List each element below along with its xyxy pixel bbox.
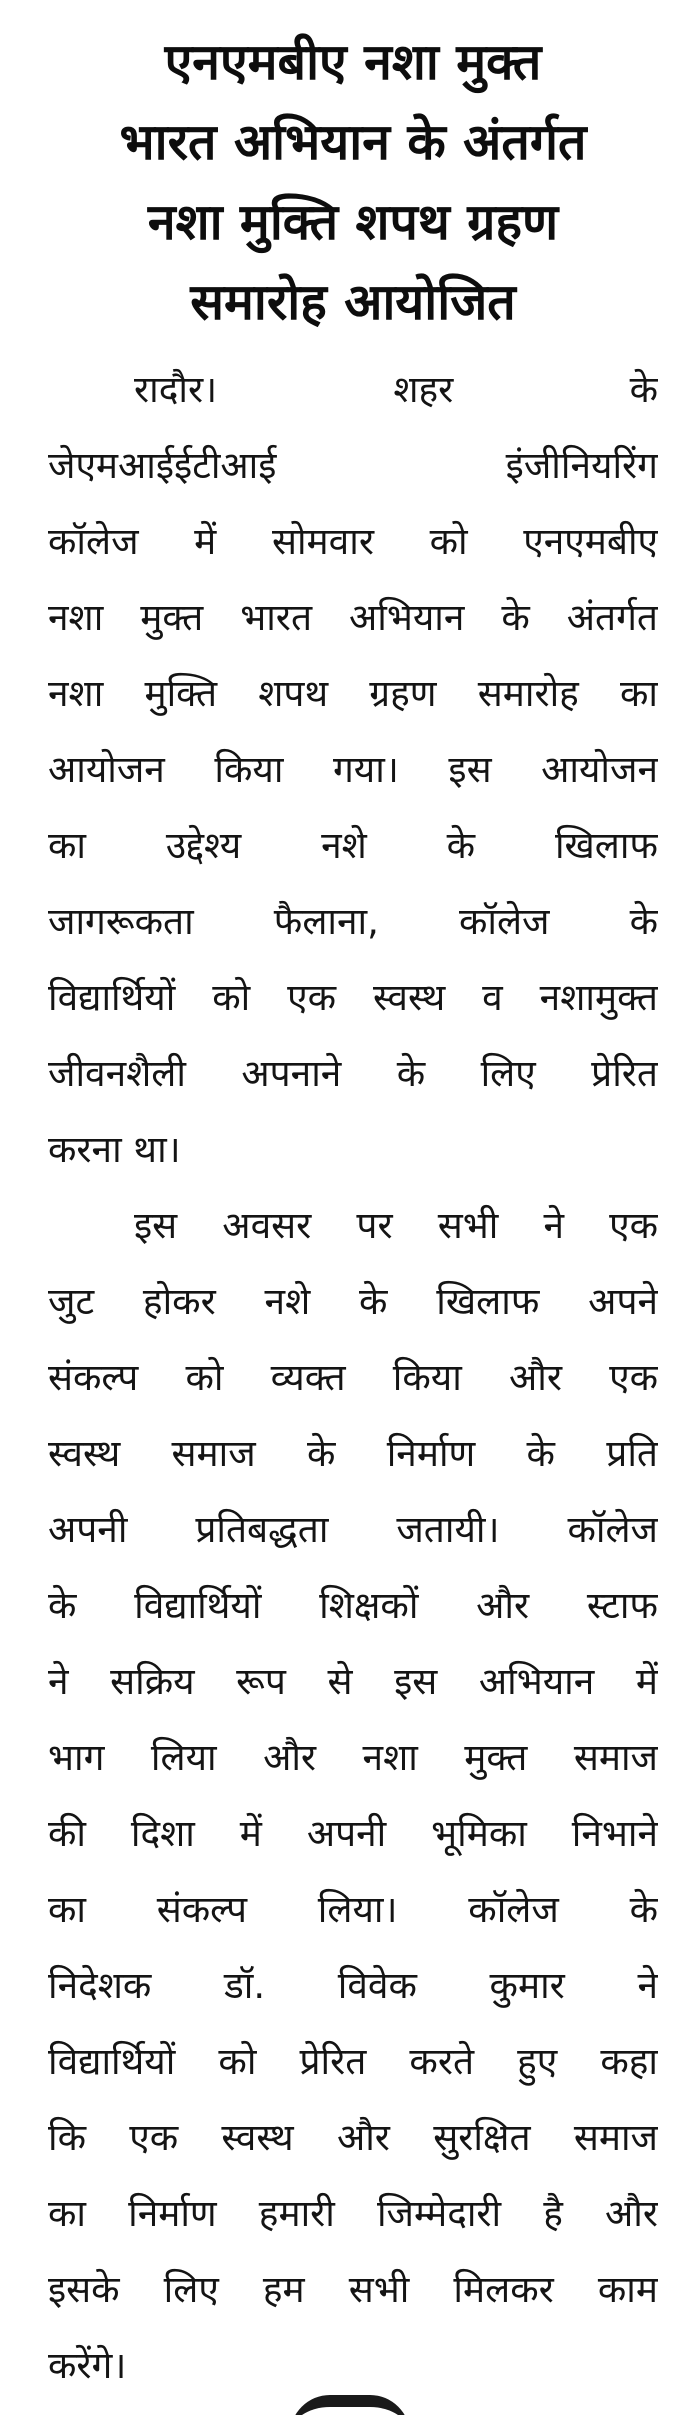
body-line: कॉलेज में सोमवार को एनएमबीए	[48, 520, 658, 563]
body-line: नशा मुक्ति शपथ ग्रहण समारोह का	[48, 672, 658, 715]
body-line: आयोजन किया गया। इस आयोजन	[48, 748, 658, 791]
body-line: ने सक्रिय रूप से इस अभियान में	[48, 1660, 658, 1703]
body-line: कि एक स्वस्थ और सुरक्षित समाज	[48, 2116, 658, 2159]
body-line: करना था।	[48, 1128, 181, 1171]
body-line: का संकल्प लिया। कॉलेज के	[48, 1888, 658, 1931]
body-line: जीवनशैली अपनाने के लिए प्रेरित	[48, 1052, 658, 1095]
article-paragraph	[48, 1188, 658, 2404]
body-line: संकल्प को व्यक्त किया और एक	[48, 1356, 658, 1399]
headline-line: नशा मुक्ति शपथ ग्रहण	[147, 193, 559, 251]
body-line: अपनी प्रतिबद्धता जतायी। कॉलेज	[48, 1508, 658, 1551]
article-body	[48, 352, 658, 2404]
body-line: का निर्माण हमारी जिम्मेदारी है और	[48, 2192, 658, 2235]
body-line: विद्यार्थियों को एक स्वस्थ व नशामुक्त	[48, 976, 658, 1019]
body-line: रादौर। शहर के	[134, 368, 658, 411]
body-line: स्वस्थ समाज के निर्माण के प्रति	[48, 1432, 658, 1475]
headline-line: एनएमबीए नशा मुक्त	[164, 33, 542, 91]
body-line: जुट होकर नशे के खिलाफ अपने	[48, 1280, 658, 1323]
body-line: इसके लिए हम सभी मिलकर काम	[48, 2268, 658, 2311]
body-line: की दिशा में अपनी भूमिका निभाने	[48, 1812, 658, 1855]
body-line: नशा मुक्त भारत अभियान के अंतर्गत	[48, 596, 658, 639]
body-line: के विद्यार्थियों शिक्षकों और स्टाफ	[48, 1584, 658, 1627]
headline-line: भारत अभियान के अंतर्गत	[119, 113, 587, 171]
article-headline	[48, 22, 658, 342]
body-line: इस अवसर पर सभी ने एक	[134, 1204, 658, 1247]
body-line: करेंगे।	[48, 2344, 127, 2387]
article-paragraph	[48, 352, 658, 1188]
news-article	[48, 22, 658, 2404]
body-line: का उद्देश्य नशे के खिलाफ	[48, 824, 658, 867]
next-headline-fragment	[290, 2395, 410, 2415]
body-line: भाग लिया और नशा मुक्त समाज	[48, 1736, 658, 1779]
body-line: निदेशक डॉ. विवेक कुमार ने	[48, 1964, 658, 2007]
body-line: विद्यार्थियों को प्रेरित करते हुए कहा	[48, 2040, 658, 2083]
body-line: जागरूकता फैलाना, कॉलेज के	[48, 900, 658, 943]
headline-line: समारोह आयोजित	[190, 273, 516, 331]
body-line: जेएमआईईटीआई इंजीनियरिंग	[48, 444, 658, 487]
